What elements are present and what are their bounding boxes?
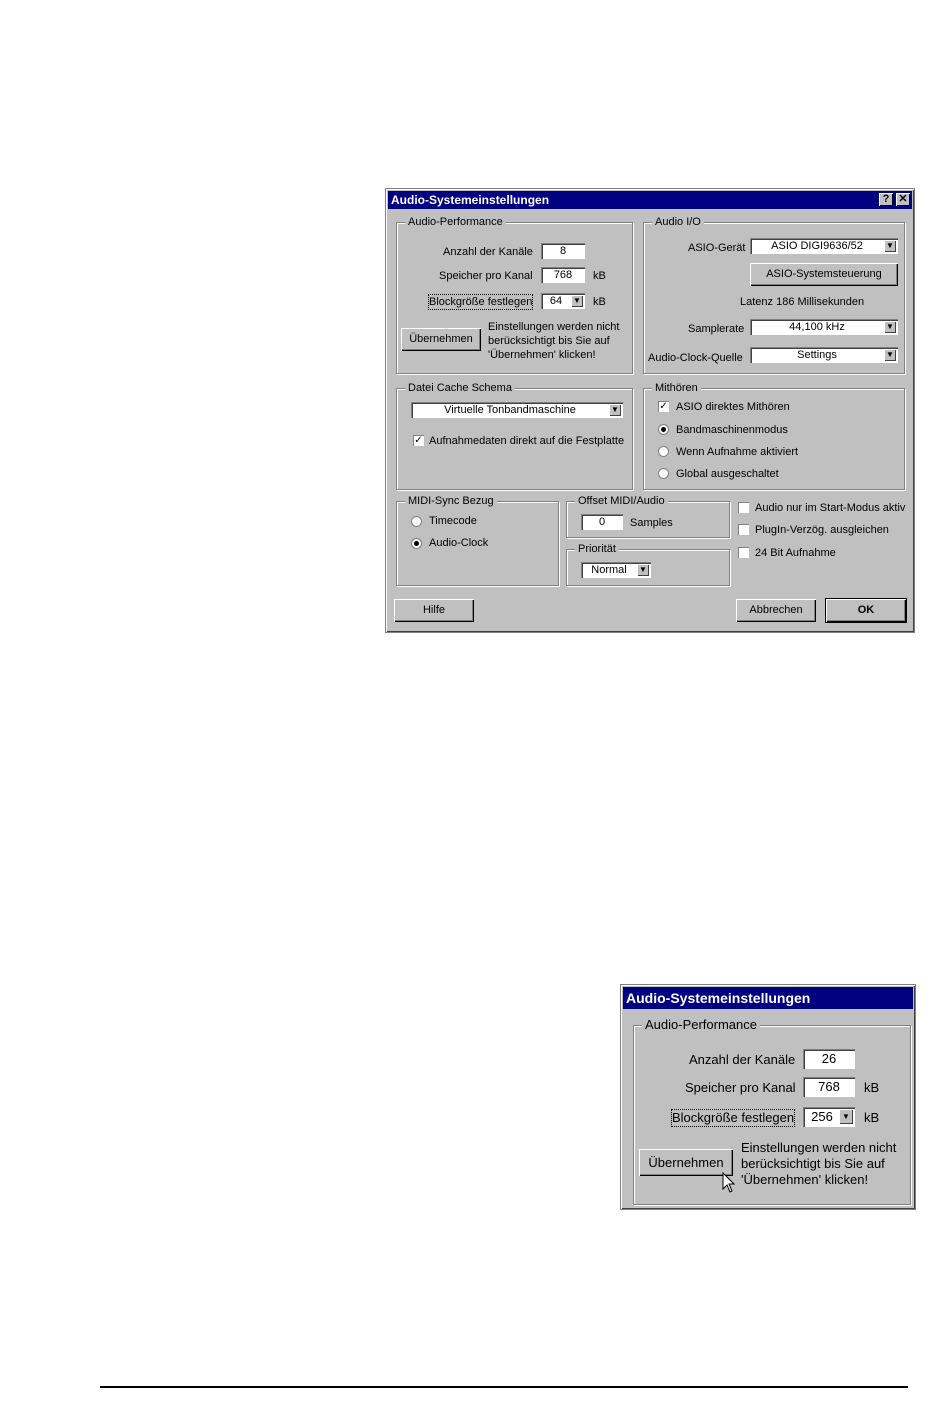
asio-control-panel-button[interactable]: ASIO-Systemsteuerung: [750, 263, 898, 286]
midi-sync-legend: MIDI-Sync Bezug: [405, 494, 497, 508]
apply-detail-button[interactable]: Übernehmen: [639, 1149, 733, 1176]
offset-unit: Samples: [630, 517, 673, 529]
audio-settings-dialog: [385, 188, 915, 633]
asio-device-select[interactable]: [750, 238, 898, 254]
global-off-label: Global ausgeschaltet: [676, 468, 779, 480]
block-size-detail-select[interactable]: [803, 1107, 855, 1127]
memory-unit: kB: [593, 270, 606, 282]
priority-group: [566, 543, 730, 586]
chevron-down-icon[interactable]: ▼: [884, 349, 896, 361]
chevron-down-icon[interactable]: ▼: [609, 404, 621, 416]
clock-source-value: Settings: [797, 349, 837, 361]
samplerate-select[interactable]: [750, 319, 898, 335]
record-enabled-radio[interactable]: [658, 446, 669, 457]
direct-to-disk-checkbox[interactable]: ✓: [414, 435, 423, 446]
block-size-detail-unit: kB: [864, 1110, 880, 1125]
ok-button[interactable]: OK: [826, 599, 906, 622]
audio-performance-detail-group: [633, 1017, 911, 1205]
file-cache-legend: Datei Cache Schema: [405, 381, 515, 395]
monitoring-legend: Mithören: [652, 381, 701, 395]
audio-performance-detail-legend: Audio-Performance: [642, 1017, 760, 1033]
priority-select[interactable]: [581, 562, 651, 578]
channels-detail-field[interactable]: 26: [803, 1049, 855, 1069]
24bit-recording-checkbox[interactable]: [738, 547, 749, 558]
dialog-title: Audio-Systemeinstellungen: [391, 193, 550, 207]
tape-mode-radio[interactable]: [658, 424, 669, 435]
apply-button[interactable]: Übernehmen: [401, 328, 481, 351]
help-button[interactable]: Hilfe: [394, 599, 474, 622]
asio-direct-monitoring-label: ASIO direktes Mithören: [676, 401, 790, 413]
audio-settings-dialog-detail: [620, 984, 916, 1210]
monitoring-group: [643, 382, 905, 490]
timecode-radio[interactable]: [411, 516, 422, 527]
audio-io-legend: Audio I/O: [652, 215, 704, 229]
memory-field[interactable]: 768: [541, 267, 585, 283]
plugin-delay-checkbox[interactable]: [738, 524, 749, 535]
audio-start-mode-checkbox[interactable]: [738, 502, 749, 513]
channels-field[interactable]: 8: [541, 243, 585, 259]
global-off-radio[interactable]: [658, 468, 669, 479]
direct-to-disk-label: Aufnahmedaten direkt auf die Festplatte: [429, 435, 625, 447]
mouse-cursor-icon: [722, 1172, 736, 1194]
record-enabled-label: Wenn Aufnahme aktiviert: [676, 446, 799, 458]
audio-performance-legend: Audio-Performance: [405, 215, 506, 229]
clock-source-select[interactable]: [750, 347, 898, 363]
dialog-detail-titlebar: [623, 987, 913, 1009]
samplerate-label: Samplerate: [688, 323, 745, 335]
apply-note: Einstellungen werden nicht berücksichtigt bis Sie auf 'Übernehmen' klicken!: [488, 321, 620, 361]
offset-field[interactable]: 0: [581, 514, 623, 530]
memory-label: Speicher pro Kanal: [439, 270, 533, 282]
audio-io-group: [643, 216, 905, 374]
dialog-detail-title: Audio-Systemeinstellungen: [626, 990, 811, 1006]
chevron-down-icon[interactable]: ▼: [884, 240, 896, 252]
memory-detail-label: Speicher pro Kanal: [685, 1080, 796, 1095]
file-cache-group: [396, 382, 633, 490]
help-icon[interactable]: ?: [879, 193, 893, 206]
dialog-titlebar: [388, 191, 912, 209]
footer-rule: [100, 1386, 908, 1388]
plugin-delay-label: PlugIn-Verzög. ausgleichen: [755, 524, 889, 536]
asio-device-label: ASIO-Gerät: [688, 242, 746, 254]
chevron-down-icon[interactable]: ▼: [839, 1109, 853, 1124]
block-size-label: Blockgröße festlegen: [429, 296, 533, 308]
audio-start-mode-label: Audio nur im Start-Modus aktiv: [755, 502, 906, 514]
timecode-label: Timecode: [429, 515, 477, 527]
cancel-button[interactable]: Abbrechen: [736, 599, 816, 622]
block-size-select[interactable]: [541, 293, 585, 309]
memory-detail-unit: kB: [864, 1080, 880, 1095]
offset-group: [566, 495, 730, 538]
chevron-down-icon[interactable]: ▼: [571, 295, 583, 307]
radio-dot: [414, 541, 419, 546]
offset-legend: Offset MIDI/Audio: [575, 494, 668, 508]
asio-direct-monitoring-checkbox[interactable]: ✓: [659, 401, 668, 412]
block-size-detail-value: 256: [811, 1109, 833, 1124]
channels-detail-label: Anzahl der Kanäle: [689, 1052, 796, 1067]
midi-sync-group: [396, 495, 559, 586]
audio-clock-label: Audio-Clock: [429, 537, 489, 549]
file-cache-select[interactable]: [411, 402, 623, 418]
block-size-unit: kB: [593, 296, 606, 308]
memory-detail-field[interactable]: 768: [803, 1077, 855, 1097]
samplerate-value: 44,100 kHz: [789, 321, 845, 333]
chevron-down-icon[interactable]: ▼: [884, 321, 896, 333]
clock-source-label: Audio-Clock-Quelle: [648, 352, 743, 364]
chevron-down-icon[interactable]: ▼: [637, 564, 649, 576]
asio-device-value: ASIO DIGI9636/52: [771, 240, 863, 252]
apply-detail-note: Einstellungen werden nicht berücksichtigt bis Sie auf 'Übernehmen' klicken!: [741, 1140, 897, 1187]
block-size-value: 64: [549, 295, 563, 307]
radio-dot: [661, 427, 666, 432]
channels-label: Anzahl der Kanäle: [443, 246, 533, 258]
file-cache-value: Virtuelle Tonbandmaschine: [444, 404, 576, 416]
audio-clock-radio[interactable]: [411, 538, 422, 549]
tape-mode-label: Bandmaschinenmodus: [676, 424, 788, 436]
priority-value: Normal: [591, 564, 627, 576]
24bit-recording-label: 24 Bit Aufnahme: [755, 547, 836, 559]
audio-performance-group: [396, 216, 633, 374]
close-icon[interactable]: ✕: [896, 193, 910, 206]
latency-text: Latenz 186 Millisekunden: [740, 296, 865, 308]
block-size-detail-label: Blockgröße festlegen: [672, 1110, 795, 1125]
priority-legend: Priorität: [575, 542, 619, 556]
